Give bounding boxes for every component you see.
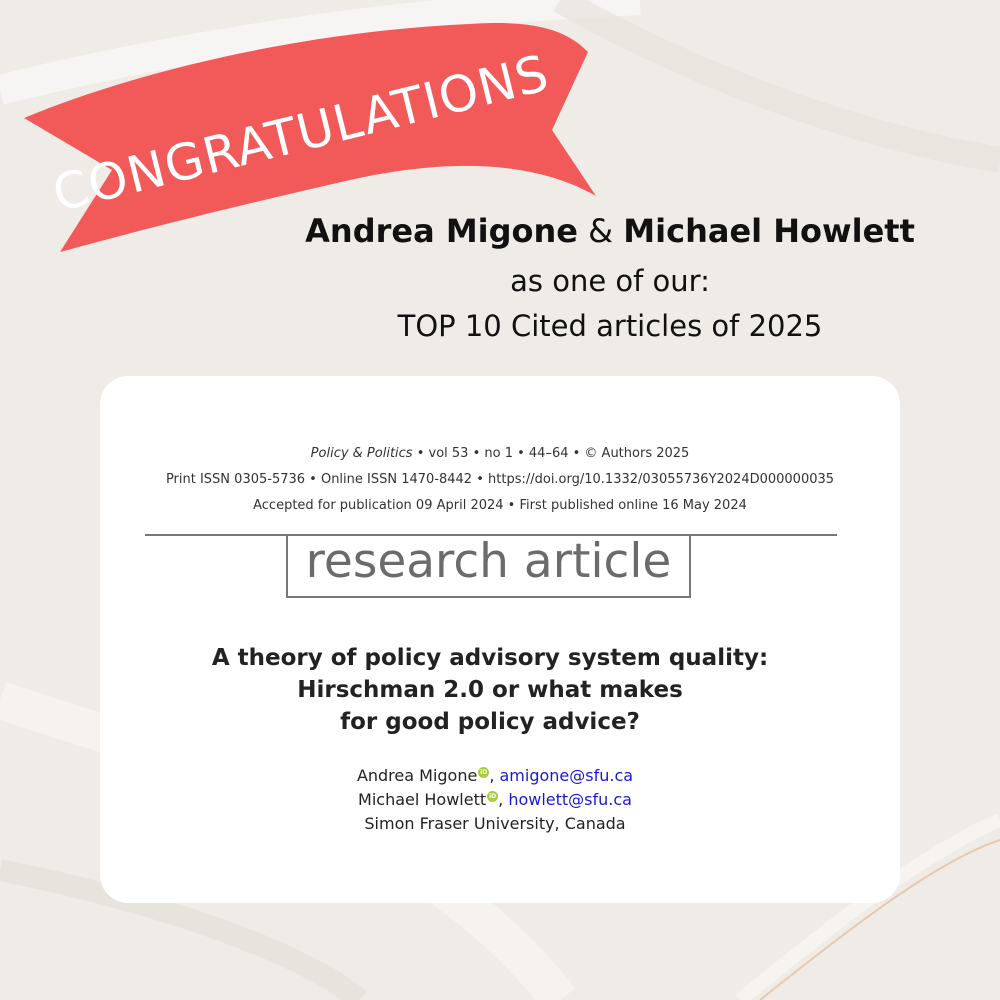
author-2-name: Michael Howlett — [623, 212, 915, 250]
title-line-3: for good policy advice? — [340, 709, 640, 735]
article-authors — [100, 764, 890, 836]
ampersand: & — [588, 212, 614, 250]
orcid-icon[interactable]: iD — [489, 793, 497, 800]
article-title — [140, 642, 840, 738]
author-2: Michael Howlett — [358, 790, 487, 809]
author-2-email-link[interactable]: howlett@sfu.ca — [508, 790, 632, 809]
headline-line-2: as one of our: — [510, 264, 710, 298]
journal-name: Policy & Politics — [310, 446, 413, 461]
orcid-icon[interactable]: iD — [480, 769, 488, 776]
author-1: Andrea Migone — [356, 766, 478, 785]
author-1-email-link[interactable]: amigone@sfu.ca — [499, 766, 634, 785]
banner-text: CONGRATULATIONS — [47, 43, 555, 224]
issn-line: Print ISSN 0305-5736 • Online ISSN 1470-8442 • https://doi.org/10.1332/03055736Y2024D000000035 — [165, 472, 835, 487]
author-line-2: Michael Howlett iD , howlett@sfu.ca — [358, 790, 632, 809]
article-type-label: research article — [305, 534, 672, 589]
citation-line — [100, 446, 900, 461]
article-type-box — [286, 536, 691, 598]
headline-line-3: TOP 10 Cited articles of 2025 — [397, 309, 823, 343]
honoree-authors — [270, 212, 950, 250]
affiliation: Simon Fraser University, Canada — [364, 814, 626, 833]
author-1-name: Andrea Migone — [305, 212, 578, 250]
author-line-1: Andrea Migone iD , amigone@sfu.ca — [356, 766, 634, 785]
title-line-2: Hirschman 2.0 or what makes — [297, 677, 683, 703]
article-card — [100, 376, 900, 903]
citation-details: • vol 53 • no 1 • 44–64 • © Authors 2025 — [412, 446, 690, 461]
title-line-1: A theory of policy advisory system quality: — [211, 645, 769, 671]
publication-dates-line: Accepted for publication 09 April 2024 • First published online 16 May 2024 — [253, 498, 747, 513]
